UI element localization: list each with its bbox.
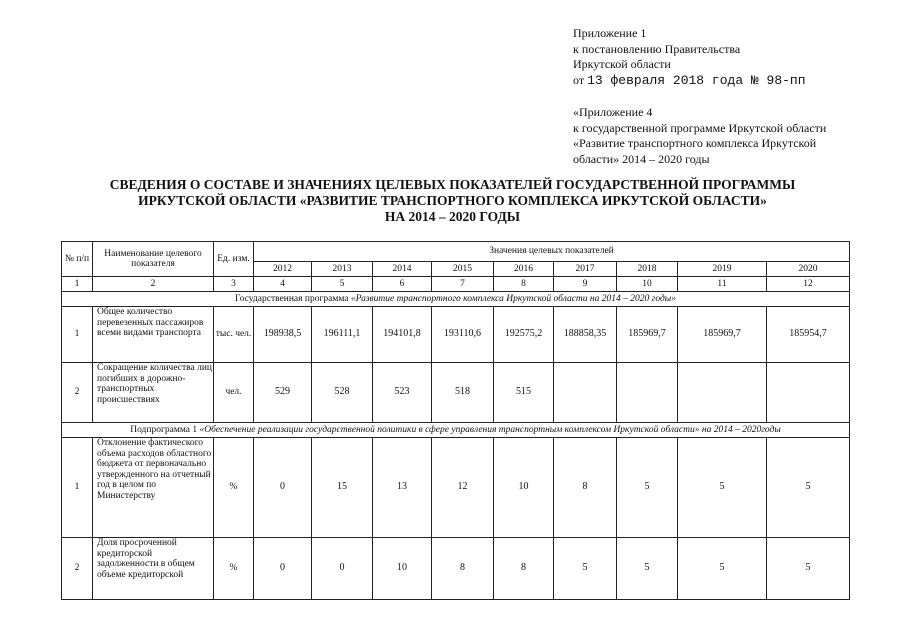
- row-number: 2: [62, 363, 93, 423]
- header-row: [62, 242, 850, 262]
- column-number: 9: [554, 277, 617, 292]
- column-number: 10: [617, 277, 678, 292]
- program-section-row: [62, 292, 850, 307]
- value-cell: 13: [373, 438, 432, 538]
- appendix-line-1: Приложение 1: [573, 26, 647, 40]
- value-cell: 12: [432, 438, 494, 538]
- appendix-date-line: [573, 73, 806, 89]
- appendix4-header: [573, 105, 826, 167]
- decree-date-number: 13 февраля 2018 года № 98-пп: [587, 72, 806, 88]
- column-numbers-row: [62, 277, 850, 292]
- value-cell: 528: [312, 363, 373, 423]
- indicator-name: Доля просроченной кредиторской задолженности в общем объеме кредиторской: [93, 538, 214, 600]
- value-cell: 5: [678, 538, 767, 600]
- column-number: 1: [62, 277, 93, 292]
- value-cell: 0: [254, 438, 312, 538]
- value-cell: 8: [494, 538, 554, 600]
- indicator-name: Общее количество перевезенных пассажиров всеми видами транспорта: [93, 307, 214, 363]
- appendix-line-3: Иркутской области: [573, 57, 671, 71]
- column-number: 8: [494, 277, 554, 292]
- column-number: 5: [312, 277, 373, 292]
- value-cell: 15: [312, 438, 373, 538]
- column-number: 2: [93, 277, 214, 292]
- title-line-3: НА 2014 – 2020 ГОДЫ: [384, 209, 521, 224]
- value-cell: 8: [432, 538, 494, 600]
- value-cell: 0: [312, 538, 373, 600]
- year-cell: 2013: [312, 262, 373, 277]
- value-cell: 5: [767, 538, 850, 600]
- value-cell: 198938,5: [254, 307, 312, 363]
- year-cell: 2017: [554, 262, 617, 277]
- value-cell: 194101,8: [373, 307, 432, 363]
- subprogram-section-row: [62, 423, 850, 438]
- year-cell: 2019: [678, 262, 767, 277]
- table-row: [62, 438, 850, 538]
- indicator-name: Сокращение количества лиц погибших в дорожно-транспортных происшествиях: [93, 363, 214, 423]
- column-number: 12: [767, 277, 850, 292]
- value-cell: [554, 363, 617, 423]
- appendix-header: [573, 26, 806, 88]
- subprogram-title: «Обеспечение реализации государственной политики в сфере управления транспортным комплексом Иркутской области» на 2014 – 2020годы: [199, 424, 781, 435]
- value-cell: 185969,7: [617, 307, 678, 363]
- value-cell: 5: [617, 538, 678, 600]
- column-number: 11: [678, 277, 767, 292]
- year-cell: 2016: [494, 262, 554, 277]
- value-cell: 5: [767, 438, 850, 538]
- value-cell: 192575,2: [494, 307, 554, 363]
- value-cell: 185954,7: [767, 307, 850, 363]
- table-row: [62, 363, 850, 423]
- indicators-table: [61, 241, 850, 600]
- value-cell: 529: [254, 363, 312, 423]
- value-cell: 193110,6: [432, 307, 494, 363]
- appendix4-line-3: «Развитие транспортного комплекса Иркутской: [573, 136, 817, 150]
- year-cell: 2018: [617, 262, 678, 277]
- table-row: [62, 538, 850, 600]
- value-cell: [617, 363, 678, 423]
- unit-cell: тыс. чел.: [214, 307, 254, 363]
- header-values: Значения целевых показателей: [254, 242, 850, 262]
- appendix-line-2: к постановлению Правительства: [573, 41, 741, 56]
- table-row: [62, 307, 850, 363]
- value-cell: 5: [617, 438, 678, 538]
- value-cell: 188858,35: [554, 307, 617, 363]
- value-cell: 196111,1: [312, 307, 373, 363]
- year-cell: 2020: [767, 262, 850, 277]
- header-unit: Ед. изм.: [214, 242, 254, 277]
- header-name: Наименование целевого показателя: [93, 242, 214, 277]
- year-cell: 2014: [373, 262, 432, 277]
- row-number: 1: [62, 307, 93, 363]
- value-cell: 8: [554, 438, 617, 538]
- program-title: «Развитие транспортного комплекса Иркутской области на 2014 – 2020 годы»: [350, 293, 676, 304]
- program-section: [62, 292, 850, 307]
- value-cell: 185969,7: [678, 307, 767, 363]
- value-cell: 523: [373, 363, 432, 423]
- value-cell: [767, 363, 850, 423]
- appendix4-line-1: «Приложение 4: [573, 105, 653, 119]
- year-cell: 2012: [254, 262, 312, 277]
- title-line-1: СВЕДЕНИЯ О СОСТАВЕ И ЗНАЧЕНИЯХ ЦЕЛЕВЫХ ПОКАЗАТЕЛЕЙ ГОСУДАРСТВЕННОЙ ПРОГРАММЫ: [109, 177, 796, 192]
- document-title: [0, 177, 905, 225]
- indicator-name: Отклонение фактического объема расходов областного бюджета от первоначально утвержденного на отчетный год в целом по Министерству: [93, 438, 214, 538]
- value-cell: [678, 363, 767, 423]
- value-cell: 10: [494, 438, 554, 538]
- unit-cell: %: [214, 438, 254, 538]
- year-cell: 2015: [432, 262, 494, 277]
- value-cell: 0: [254, 538, 312, 600]
- value-cell: 5: [554, 538, 617, 600]
- value-cell: 515: [494, 363, 554, 423]
- value-cell: 10: [373, 538, 432, 600]
- value-cell: 518: [432, 363, 494, 423]
- subprogram-section: [62, 423, 850, 438]
- subprogram-prefix: Подпрограмма 1: [130, 424, 200, 435]
- column-number: 3: [214, 277, 254, 292]
- appendix4-line-4: области» 2014 – 2020 годы: [573, 151, 710, 166]
- unit-cell: %: [214, 538, 254, 600]
- value-cell: 5: [678, 438, 767, 538]
- row-number: 1: [62, 438, 93, 538]
- column-number: 7: [432, 277, 494, 292]
- row-number: 2: [62, 538, 93, 600]
- unit-cell: чел.: [214, 363, 254, 423]
- appendix4-line-2: к государственной программе Иркутской области: [573, 120, 827, 135]
- header-num: № п/п: [62, 242, 93, 277]
- from-label: от: [573, 72, 585, 87]
- title-line-2: ИРКУТСКОЙ ОБЛАСТИ «РАЗВИТИЕ ТРАНСПОРТНОГО КОМПЛЕКСА ИРКУТСКОЙ ОБЛАСТИ»: [138, 193, 767, 208]
- column-number: 4: [254, 277, 312, 292]
- column-number: 6: [373, 277, 432, 292]
- program-prefix: Государственная программа: [235, 293, 351, 304]
